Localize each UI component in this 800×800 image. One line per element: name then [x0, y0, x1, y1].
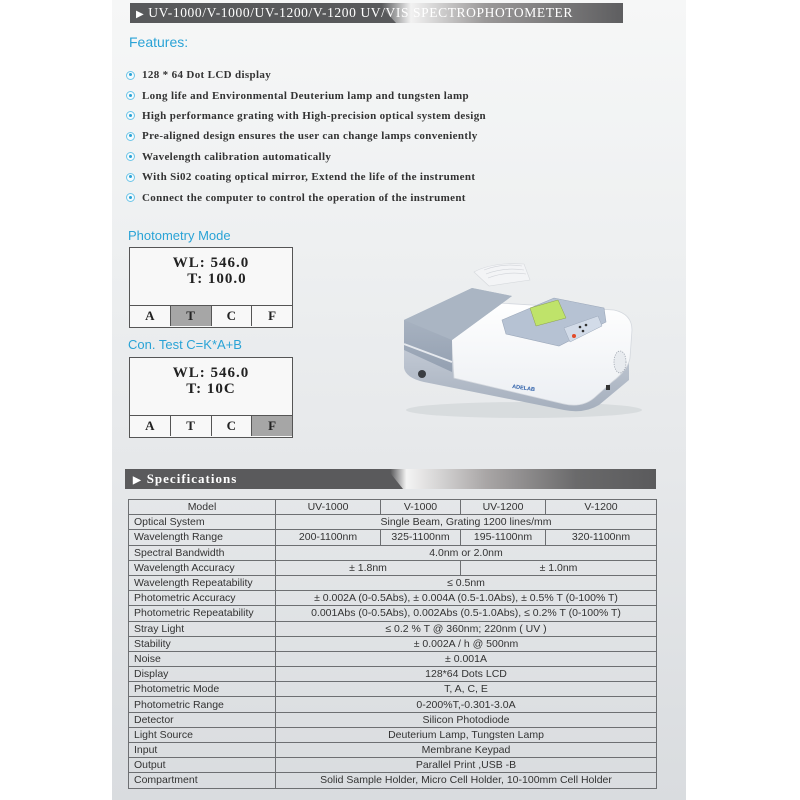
features-heading: Features:	[129, 34, 189, 50]
lcd-line-1: WL: 546.0	[172, 255, 250, 271]
feature-text: Long life and Environmental Deuterium lamp and tungsten lamp	[142, 89, 470, 102]
table-row	[129, 727, 657, 742]
feature-item	[126, 126, 486, 146]
feature-text: Connect the computer to control the operation of the instrument	[142, 191, 466, 204]
row-label: Stability	[129, 636, 276, 651]
row-value: 195-1100nm	[461, 530, 546, 545]
row-label: Optical System	[129, 515, 276, 530]
table-row	[129, 530, 657, 545]
lcd-line-1: WL: 546.0	[172, 365, 250, 381]
table-row	[129, 712, 657, 727]
table-row	[129, 606, 657, 621]
feature-text: Pre-aligned design ensures the user can change lamps conveniently	[142, 130, 478, 143]
page-title	[136, 5, 573, 21]
row-label: Display	[129, 667, 276, 682]
circle-dot-icon	[126, 71, 135, 80]
feature-text: Wavelength calibration automatically	[142, 150, 332, 163]
row-value: ± 1.0nm	[461, 560, 657, 575]
row-value: ≤ 0.5nm	[276, 575, 657, 590]
features-list	[126, 65, 486, 208]
lcd-mode-keys	[130, 416, 292, 436]
row-value: 0.001Abs (0-0.5Abs), 0.002Abs (0.5-1.0Abs), ≤ 0.2% T (0-100% T)	[276, 606, 657, 621]
row-value: ± 1.8nm	[276, 560, 461, 575]
table-row	[129, 651, 657, 666]
table-row	[129, 575, 657, 590]
row-value: Solid Sample Holder, Micro Cell Holder, 10-100mm Cell Holder	[276, 773, 657, 788]
circle-dot-icon	[126, 193, 135, 202]
row-label: Photometric Repeatability	[129, 606, 276, 621]
mode-key-t: T	[171, 416, 212, 436]
page-title-text: UV-1000/V-1000/UV-1200/V-1200 UV/VIS SPECTROPHOTOMETER	[148, 5, 573, 20]
mode-key-f-active: F	[252, 416, 292, 436]
feature-item	[126, 85, 486, 105]
lcd-screen	[130, 358, 292, 416]
circle-dot-icon	[126, 132, 135, 141]
lcd-screen	[130, 248, 292, 306]
feature-item	[126, 167, 486, 187]
row-label: Noise	[129, 651, 276, 666]
specifications-table	[128, 499, 657, 789]
row-value: ± 0.002A / h @ 500nm	[276, 636, 657, 651]
triangle-right-icon: ▶	[136, 9, 145, 20]
row-value: Deuterium Lamp, Tungsten Lamp	[276, 727, 657, 742]
table-header-row	[129, 500, 657, 515]
brochure-page	[112, 0, 686, 800]
row-label: Detector	[129, 712, 276, 727]
row-value: Silicon Photodiode	[276, 712, 657, 727]
row-value: Single Beam, Grating 1200 lines/mm	[276, 515, 657, 530]
header-cell-v1000: V-1000	[381, 500, 461, 515]
brand-logo: ADELAB	[511, 384, 536, 394]
row-label: Photometric Accuracy	[129, 591, 276, 606]
spectrophotometer-image	[384, 250, 644, 420]
row-label: Wavelength Accuracy	[129, 560, 276, 575]
row-label: Photometric Mode	[129, 682, 276, 697]
mode-key-a: A	[130, 416, 171, 436]
page-title-bar	[130, 3, 623, 23]
header-cell-model: Model	[129, 500, 276, 515]
feature-item	[126, 106, 486, 126]
table-row	[129, 682, 657, 697]
mode-key-c: C	[212, 306, 253, 326]
specifications-heading-text: Specifications	[146, 471, 238, 486]
row-value: 4.0nm or 2.0nm	[276, 545, 657, 560]
row-label: Input	[129, 743, 276, 758]
specifications-heading	[133, 471, 237, 487]
table-row	[129, 545, 657, 560]
feature-text: With Si02 coating optical mirror, Extend the life of the instrument	[142, 171, 476, 184]
table-row	[129, 591, 657, 606]
row-label: Wavelength Repeatability	[129, 575, 276, 590]
row-value: ± 0.001A	[276, 651, 657, 666]
row-label: Stray Light	[129, 621, 276, 636]
table-row	[129, 515, 657, 530]
header-cell-v1200: V-1200	[546, 500, 657, 515]
lcd-line-2: T: 100.0	[187, 271, 247, 287]
mode-key-c: C	[212, 416, 253, 436]
table-row	[129, 636, 657, 651]
row-label: Photometric Range	[129, 697, 276, 712]
feature-text: High performance grating with High-precision optical system design	[142, 109, 487, 122]
row-value: T, A, C, E	[276, 682, 657, 697]
table-row	[129, 667, 657, 682]
con-test-lcd	[129, 357, 293, 438]
feature-item	[126, 65, 486, 85]
row-value: 128*64 Dots LCD	[276, 667, 657, 682]
triangle-right-icon: ▶	[133, 475, 142, 486]
circle-dot-icon	[126, 152, 135, 161]
photometry-mode-lcd	[129, 247, 293, 328]
row-value: 0-200%T,-0.301-3.0A	[276, 697, 657, 712]
row-label: Output	[129, 758, 276, 773]
feature-item	[126, 147, 486, 167]
specifications-title-bar	[125, 469, 656, 489]
row-label: Spectral Bandwidth	[129, 545, 276, 560]
table-row	[129, 773, 657, 788]
row-value: 200-1100nm	[276, 530, 381, 545]
feature-text: 128 * 64 Dot LCD display	[142, 69, 272, 82]
mode-key-a: A	[130, 306, 171, 326]
row-value: Membrane Keypad	[276, 743, 657, 758]
mode-key-t-active: T	[171, 306, 212, 326]
header-cell-uv1000: UV-1000	[276, 500, 381, 515]
lcd-mode-keys	[130, 306, 292, 326]
lcd-line-2: T: 10C	[186, 381, 236, 397]
table-row	[129, 560, 657, 575]
row-label: Wavelength Range	[129, 530, 276, 545]
mode-key-f: F	[268, 308, 277, 323]
row-value: 325-1100nm	[381, 530, 461, 545]
feature-item	[126, 187, 486, 207]
row-value: 320-1100nm	[546, 530, 657, 545]
photometry-mode-label: Photometry Mode	[128, 228, 231, 243]
circle-dot-icon	[126, 173, 135, 182]
table-row	[129, 697, 657, 712]
row-label: Compartment	[129, 773, 276, 788]
table-row	[129, 621, 657, 636]
row-value: Parallel Print ,USB -B	[276, 758, 657, 773]
table-row	[129, 758, 657, 773]
circle-dot-icon	[126, 91, 135, 100]
con-test-label: Con. Test C=K*A+B	[128, 337, 242, 352]
row-value: ≤ 0.2 % T @ 360nm; 220nm ( UV )	[276, 621, 657, 636]
circle-dot-icon	[126, 111, 135, 120]
header-cell-uv1200: UV-1200	[461, 500, 546, 515]
table-row	[129, 743, 657, 758]
row-label: Light Source	[129, 727, 276, 742]
row-value: ± 0.002A (0-0.5Abs), ± 0.004A (0.5-1.0Abs), ± 0.5% T (0-100% T)	[276, 591, 657, 606]
